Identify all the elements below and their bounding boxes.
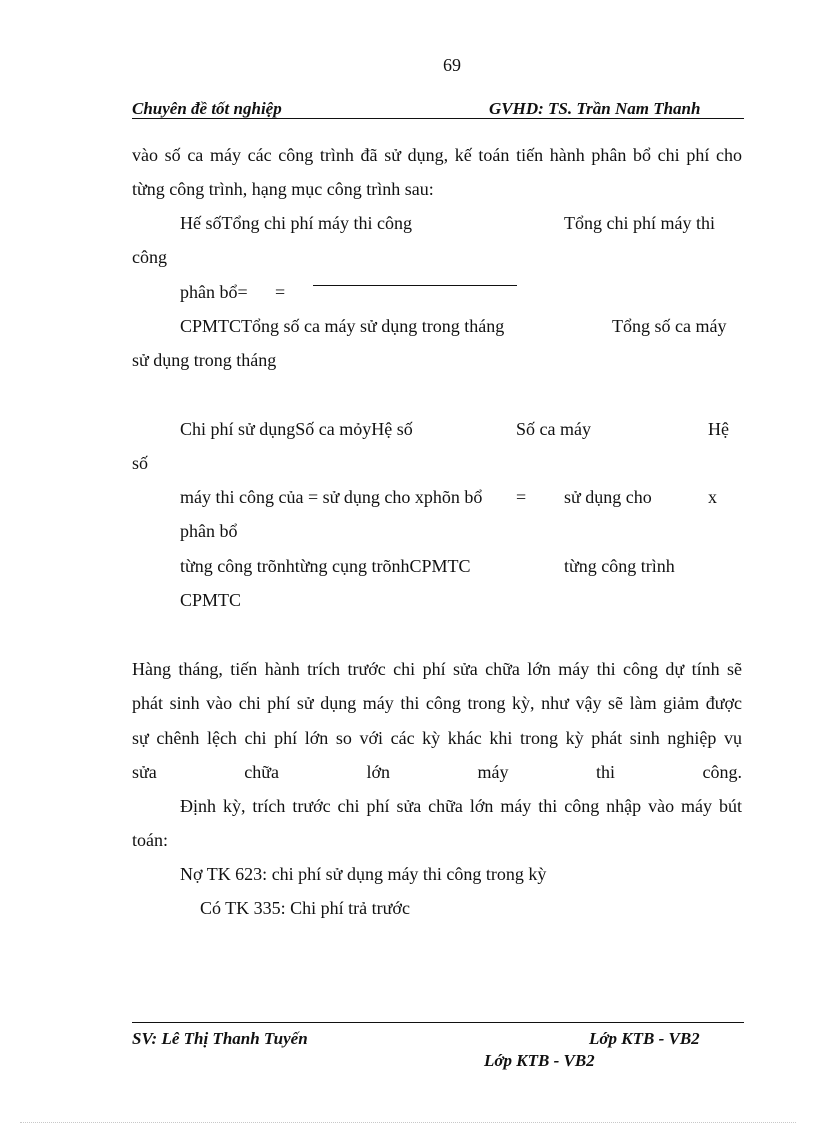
footer-left: SV: Lê Thị Thanh Tuyến — [132, 1029, 308, 1048]
formula-text: Số ca máy — [516, 419, 591, 439]
word: sửa — [132, 762, 157, 782]
header-left: Chuyên đề tốt nghiệp — [132, 99, 282, 118]
formula-text: CPMTCTổng số ca máy sử dụng trong tháng — [180, 316, 505, 336]
formula-text: máy thi công của = sử dụng cho xphõn bổ — [180, 487, 483, 507]
formula-text: Chi phí sử dụngSố ca mỏyHệ số — [180, 419, 413, 439]
formula-text: x — [708, 487, 717, 507]
formula-text: Hế sốTổng chi phí máy thi công — [180, 213, 412, 233]
formula-text: từng công trình — [564, 556, 675, 576]
body-line: Định kỳ, trích trước chi phí sửa chữa lớn máy thi công nhập vào máy bút — [180, 796, 742, 816]
formula-text: CPMTC — [180, 590, 242, 610]
formula-text: = — [516, 487, 527, 507]
footer-right: Lớp KTB - VB2 — [589, 1029, 700, 1048]
fraction-bar — [313, 285, 517, 286]
formula-text: phân bổ= — [180, 282, 248, 302]
journal-credit: Có TK 335: Chi phí trả trước — [200, 898, 410, 918]
word: lớn — [366, 762, 390, 782]
formula-text: số — [132, 453, 149, 473]
formula-text: từng công trõnhtừng cụng trõnhCPMTC — [180, 556, 471, 576]
formula-text: Hệ — [708, 419, 729, 439]
journal-debit: Nợ TK 623: chi phí sử dụng máy thi công trong kỳ — [180, 864, 547, 884]
formula-text: sử dụng cho — [564, 487, 652, 507]
body-line: từng công trình, hạng mục công trình sau: — [132, 179, 434, 199]
header-rule — [132, 118, 744, 119]
body-line: sự chênh lệch chi phí lớn so với các kỳ khác khi trong kỳ phát sinh nghiệp vụ — [132, 728, 742, 748]
formula-text: sử dụng trong tháng — [132, 350, 277, 370]
formula-text: Tổng chi phí máy thi — [564, 213, 715, 233]
body-line: vào số ca máy các công trình đã sử dụng, kế toán tiến hành phân bổ chi phí cho — [132, 145, 742, 165]
page-number: 69 — [443, 55, 461, 75]
formula-text: phân bổ — [180, 521, 238, 541]
body-line-spread — [132, 761, 742, 783]
word: chữa — [244, 762, 279, 782]
body-line: Hàng tháng, tiến hành trích trước chi phí sửa chữa lớn máy thi công dự tính sẽ — [132, 659, 742, 679]
footer-rule — [132, 1022, 744, 1023]
word: máy — [477, 762, 509, 782]
body-line: toán: — [132, 830, 168, 850]
formula-text: công — [132, 247, 167, 267]
formula-text: Tổng số ca máy — [612, 316, 727, 336]
body-line: phát sinh vào chi phí sử dụng máy thi công trong kỳ, như vậy sẽ làm giảm được — [132, 693, 742, 713]
footer-right-duplicate: Lớp KTB - VB2 — [484, 1051, 595, 1070]
header-right: GVHD: TS. Trần Nam Thanh — [489, 99, 701, 118]
formula-text: = — [275, 282, 286, 302]
word: thi — [595, 762, 615, 782]
word: công. — [702, 762, 742, 782]
